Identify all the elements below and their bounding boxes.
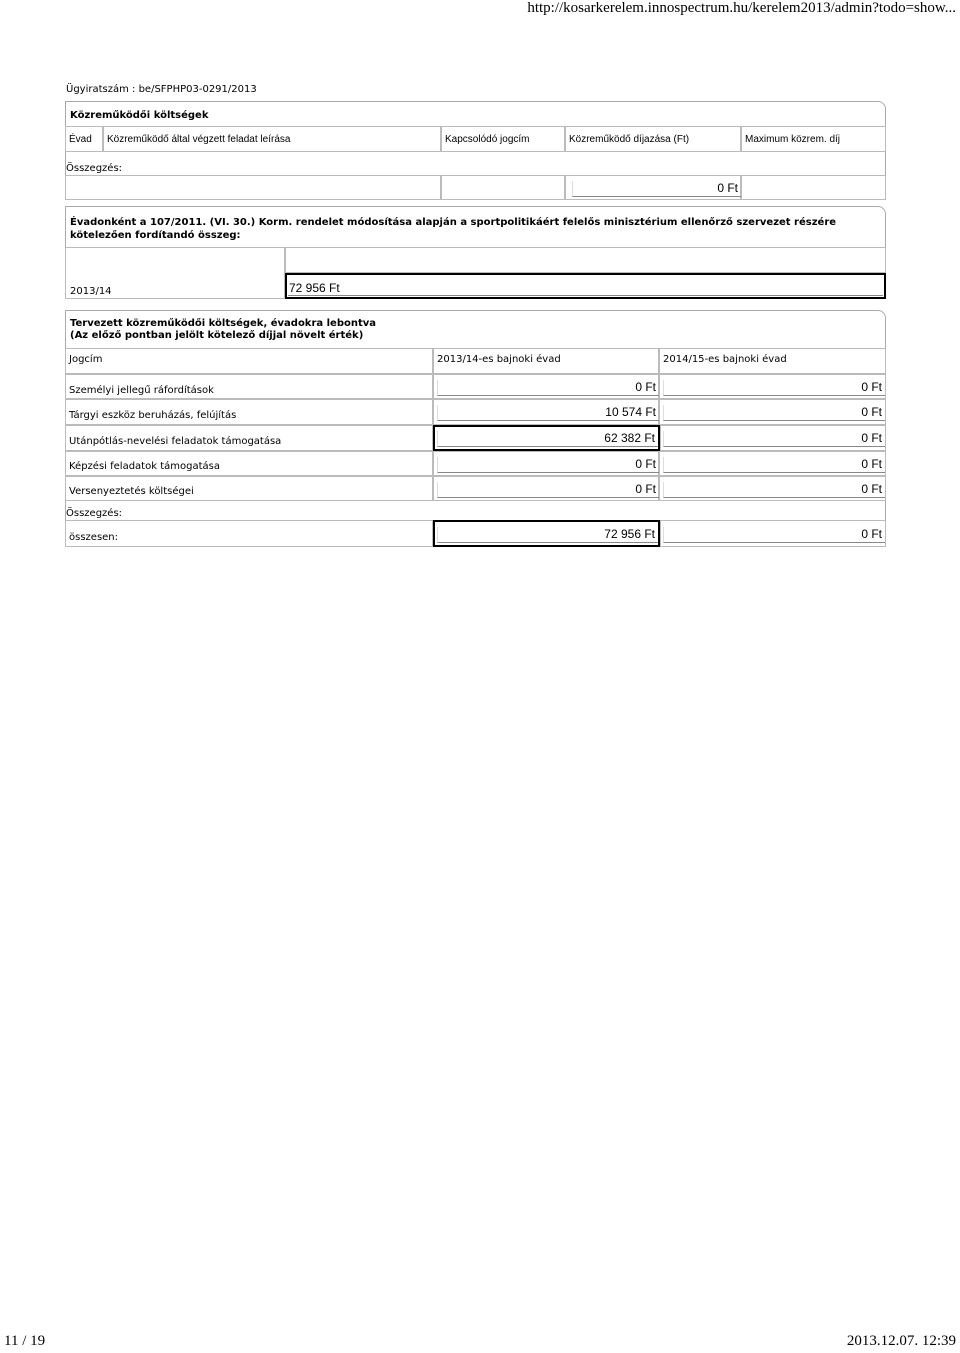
total-label: összesen: — [69, 532, 119, 543]
row-label-assets: Tárgyi eszköz beruházás, felújítás — [69, 410, 237, 421]
summary-cell-4 — [741, 175, 886, 200]
page-url: http://kosarkerelem.innospectrum.hu/kerelem2013/admin?todo=show... — [527, 0, 956, 16]
col-header-legal-title: Kapcsolódó jogcím — [441, 126, 565, 152]
amount-cell-top — [285, 247, 886, 273]
row-label-personnel: Személyi jellegű ráfordítások — [69, 385, 214, 396]
col-header-task: Közreműködő által végzett feladat leírása — [103, 126, 441, 152]
total-row — [65, 520, 433, 547]
row-label-training: Képzési feladatok támogatása — [69, 461, 220, 472]
summary-cell-1 — [65, 175, 441, 200]
season-label: 2013/14 — [70, 286, 112, 297]
col-header-fee: Közreműködő díjazása (Ft) — [565, 126, 741, 152]
planned-costs-title-1: Tervezett közreműködői költségek, évadokra lebontva — [70, 318, 377, 329]
amount-underline — [288, 295, 883, 296]
mandatory-amount-value[interactable]: 72 956 Ft — [289, 281, 340, 295]
col-header-max-fee: Maximum közrem. díj — [741, 126, 886, 152]
summary-cell-2 — [441, 175, 565, 200]
total-season2-field[interactable]: 0 Ft — [663, 527, 885, 543]
row-youth-season1-field[interactable]: 62 382 Ft — [437, 431, 658, 447]
summary-total-field[interactable]: 0 Ft — [572, 181, 741, 197]
row-label-competition: Versenyeztetés költségei — [69, 486, 194, 497]
row-competition-season2-field[interactable]: 0 Ft — [663, 482, 885, 498]
mandatory-amount-title: Évadonként a 107/2011. (VI. 30.) Korm. rendelet módosítása alapján a sportpolitikáért felelős minisztérium ellenőrző szervezet részére kötelezően fordítandó összeg: — [70, 217, 837, 241]
row-label-youth: Utánpótlás-nevelési feladatok támogatása — [69, 436, 282, 447]
row-personnel-season2-field[interactable]: 0 Ft — [663, 380, 885, 396]
total-season1-field[interactable]: 72 956 Ft — [437, 527, 658, 543]
row-youth-season2-field[interactable]: 0 Ft — [663, 431, 885, 447]
print-datetime: 2013.12.07. 12:39 — [846, 1333, 956, 1349]
row-training-season1-field[interactable]: 0 Ft — [437, 457, 659, 473]
col-header-season-1: 2013/14-es bajnoki évad — [433, 348, 659, 374]
row-assets-season1-field[interactable]: 10 574 Ft — [437, 405, 659, 421]
summary-label: Összegzés: — [66, 163, 123, 174]
case-number: Ügyiratszám : be/SFPHP03-0291/2013 — [66, 84, 257, 95]
col-header-jogcim: Jogcím — [65, 348, 433, 374]
col-header-season: Évad — [65, 126, 103, 152]
contributor-costs-title: Közreműködői költségek — [70, 110, 209, 121]
row-competition-season1-field[interactable]: 0 Ft — [437, 482, 659, 498]
summary-label-2: Összegzés: — [66, 508, 123, 519]
row-training-season2-field[interactable]: 0 Ft — [663, 457, 885, 473]
row-assets-season2-field[interactable]: 0 Ft — [663, 405, 885, 421]
col-header-season-2: 2014/15-es bajnoki évad — [659, 348, 886, 374]
planned-costs-title-2: (Az előző pontban jelölt kötelező díjjal növelt érték) — [70, 330, 364, 341]
page-number: 11 / 19 — [4, 1333, 46, 1349]
row-personnel-season1-field[interactable]: 0 Ft — [437, 380, 659, 396]
